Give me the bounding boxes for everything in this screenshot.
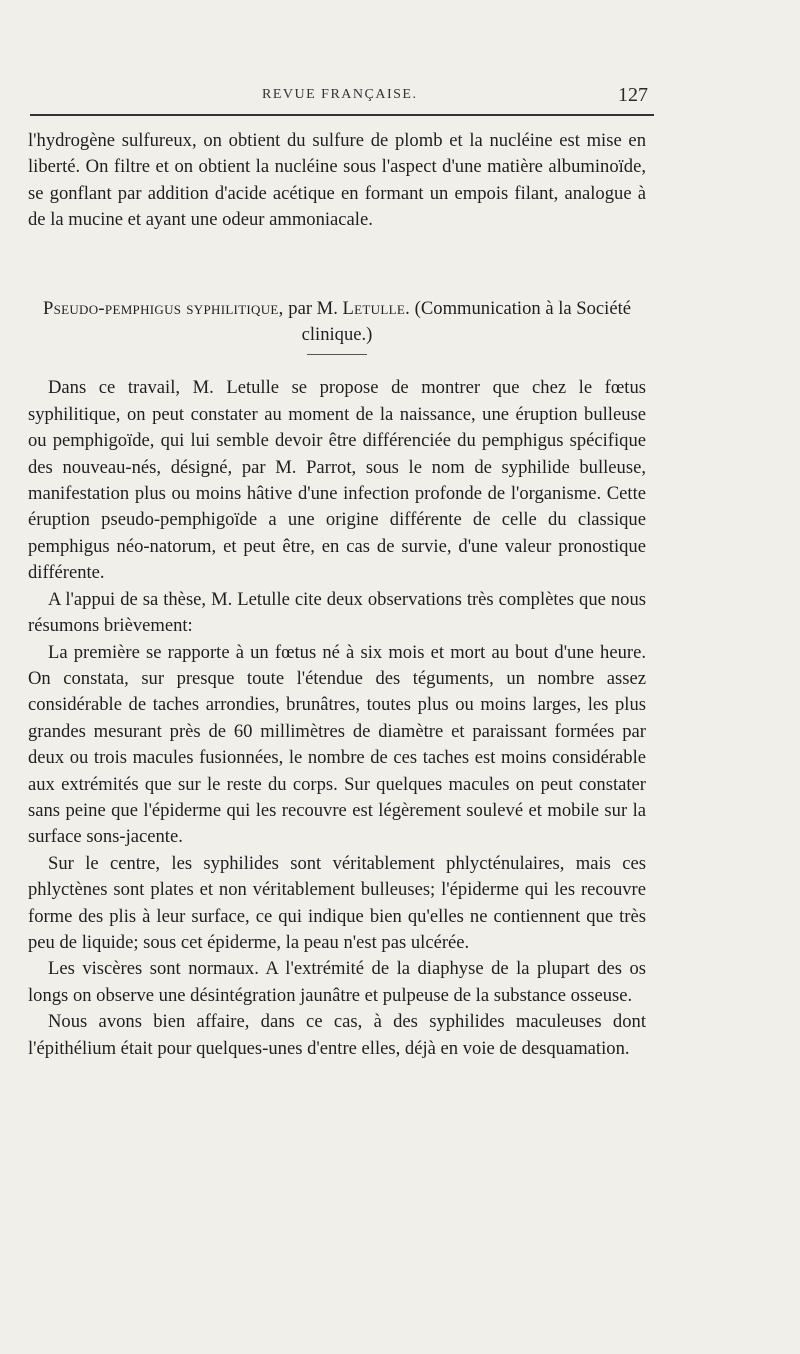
paragraph-4: La première se rapporte à un fœtus né à six mois et mort au bout d'une heure. On constata, sur presque toute l'étendue des téguments, un nombre assez considérable de taches arrondies, brunâtres, toutes plus ou moins larges, les plus grandes mesurant près de 60 millimètres de diamètre et paraissant formées par deux ou trois macules fusionnées, le nombre de ces taches est moins considérable aux extrémités que sur le reste du corps. Sur quelques macules on peut constater sans peine que l'épiderme qui les recouvre est légèrement soulevé et mobile sur la surface sons-jacente. [28,641,646,848]
title-rule [307,354,367,355]
text-column [28,128,646,1062]
paragraph-3: A l'appui de sa thèse, M. Letulle cite deux observations très complètes que nous résumons brièvement: [28,588,646,637]
paragraph-5: Sur le centre, les syphilides sont véritablement phlycténulaires, mais ces phlyctènes sont plates et non véritablement bulleuses; l'épiderme qui les recouvre forme des plis à leur surface, ce qui indique bien qu'elles ne contiennent que très peu de liquide; sous cet épiderme, la peau n'est pas ulcérée. [28,852,646,953]
article-title [28,296,646,349]
paragraph-6: Les viscères sont normaux. A l'extrémité de la diaphyse de la plupart des os longs on observe une désintégration jaunâtre et pulpeuse de la substance osseuse. [28,958,646,1006]
paragraph-1: l'hydrogène sulfureux, on obtient du sulfure de plomb et la nucléine est mise en liberté. On filtre et on obtient la nucléine sous l'aspect d'une matière albuminoïde, se gonflant par addition d'acide acétique en formant un empois filant, analogue à de la mucine et ayant une odeur ammoniacale. [28,130,646,231]
article-title-lead: Pseudo-pemphigus syphilitique, [42,297,284,319]
paragraph-7: Nous avons bien affaire, dans ce cas, à des syphilides maculeuses dont l'épithélium était pour quelques-unes d'entre elles, déjà en voie de desquamation. [28,1011,646,1059]
running-head [0,84,800,111]
spacer [28,234,646,296]
article-title-by: par M. [288,297,338,319]
running-title: REVUE FRANÇAISE. [262,87,418,102]
page-number: 127 [618,84,648,106]
paragraph-2: Dans ce travail, M. Letulle se propose de montrer que chez le fœtus syphilitique, on peut constater au moment de la naissance, une éruption bulleuse ou pemphigoïde, qui lui semble devoir être différenciée du pemphigus spécifique des nouveau-nés, désigné, par M. Parrot, sous le nom de syphilide bulleuse, manifestation plus ou moins hâtive d'une infection profonde de l'organisme. Cette éruption pseudo-pemphigoïde a une origine différente de celle du classique pemphigus néo-natorum, et peut être, en cas de survie, d'une valeur pronostique différente. [28,377,646,584]
header-rule [30,114,654,116]
article-title-note: (Communication à la Société clinique.) [301,297,632,346]
article-author: Letulle. [342,297,411,319]
